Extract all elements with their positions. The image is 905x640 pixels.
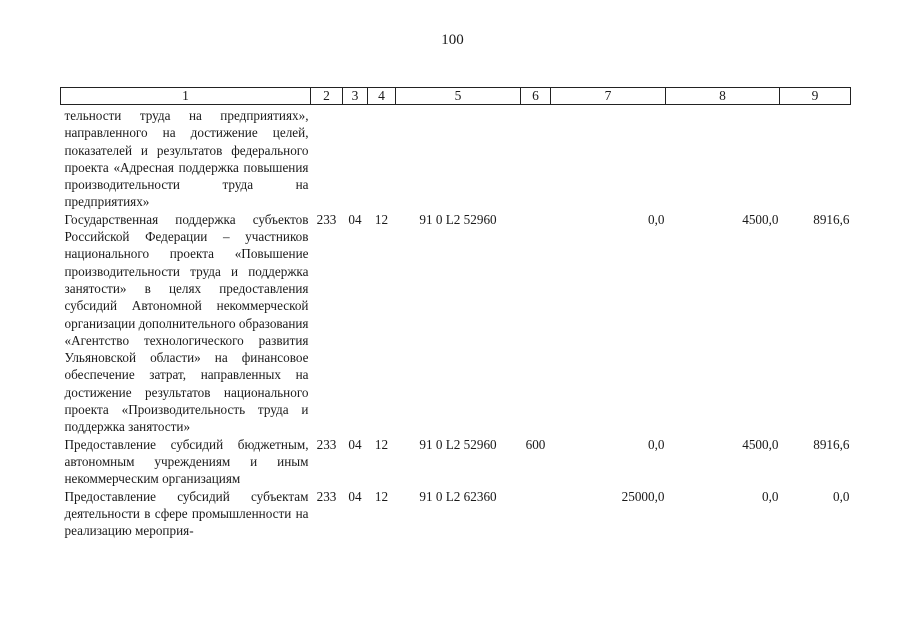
cell-amount-col7: 0,0 <box>648 436 665 452</box>
column-header: 4 <box>368 88 396 105</box>
column-header: 5 <box>396 88 521 105</box>
page-number: 100 <box>441 32 464 48</box>
cell-section-code: 04 <box>348 211 362 227</box>
column-header: 3 <box>343 88 368 105</box>
cell-amount-col7 <box>551 105 666 211</box>
cell-target-code: 91 0 L2 62360 <box>419 488 497 504</box>
cell-subsection-code: 12 <box>374 211 389 227</box>
cell-amount-col8: 4500,0 <box>742 211 779 227</box>
cell-amount-col7: 0,0 <box>648 211 665 227</box>
row-description: Государственная поддержка субъектов Российской Федерации – участников национального проекта «Повышение производительности труда и поддержка занятости» в целях предоставления субсидий Автономной некоммерческой организации дополнительного образования «Агентство технологического развития Ульяновской области» на финансовое обеспечение затрат, направленных на достижение результатов национального проекта «Производительность труда и поддержка занятости» <box>64 211 309 435</box>
row-description: Предоставление субсидий бюджетным, автономным учреждениям и иным некоммерческим организациям <box>64 436 309 487</box>
cell-amount-col9: 8916,6 <box>813 436 850 452</box>
cell-amount-col8: 4500,0 <box>742 436 779 452</box>
cell-ministry-code: 233 <box>316 488 337 504</box>
column-header: 6 <box>521 88 551 105</box>
cell-section-code: 04 <box>348 488 362 504</box>
cell-subsection-code: 12 <box>374 488 389 504</box>
cell-subsection-code <box>368 105 396 211</box>
cell-amount-col8 <box>666 105 780 211</box>
cell-amount-col9 <box>780 105 851 211</box>
cell-section-code: 04 <box>348 436 362 452</box>
cell-expense-type <box>521 488 551 540</box>
cell-subsection-code: 12 <box>374 436 389 452</box>
cell-ministry-code: 233 <box>316 211 337 227</box>
cell-target-code <box>396 105 521 211</box>
column-header: 2 <box>311 88 343 105</box>
cell-ministry-code: 233 <box>316 436 337 452</box>
cell-target-code: 91 0 L2 52960 <box>419 436 497 452</box>
cell-amount-col8: 0,0 <box>762 488 779 504</box>
table-header-row <box>61 88 851 105</box>
cell-amount-col9: 8916,6 <box>813 211 850 227</box>
cell-amount-col7: 25000,0 <box>621 488 665 504</box>
row-description: Предоставление субсидий субъектам деятельности в сфере промышленности на реализацию мероприя- <box>64 488 309 539</box>
column-header: 8 <box>666 88 780 105</box>
table-row <box>61 488 851 540</box>
table-row <box>61 211 851 436</box>
cell-target-code: 91 0 L2 52960 <box>419 211 497 227</box>
budget-table <box>60 87 851 539</box>
column-header: 9 <box>780 88 851 105</box>
cell-section-code <box>343 105 368 211</box>
table-row <box>61 105 851 211</box>
column-header: 1 <box>61 88 311 105</box>
cell-ministry-code <box>311 105 343 211</box>
column-header: 7 <box>551 88 666 105</box>
cell-expense-type: 600 <box>525 436 546 452</box>
cell-amount-col9: 0,0 <box>833 488 850 504</box>
cell-expense-type <box>521 105 551 211</box>
cell-expense-type <box>521 211 551 436</box>
row-description: тельности труда на предприятиях», направленного на достижение целей, показателей и результатов федерального проекта «Адресная поддержка повышения производительности труда на предприятиях» <box>64 108 309 210</box>
table-row <box>61 436 851 488</box>
